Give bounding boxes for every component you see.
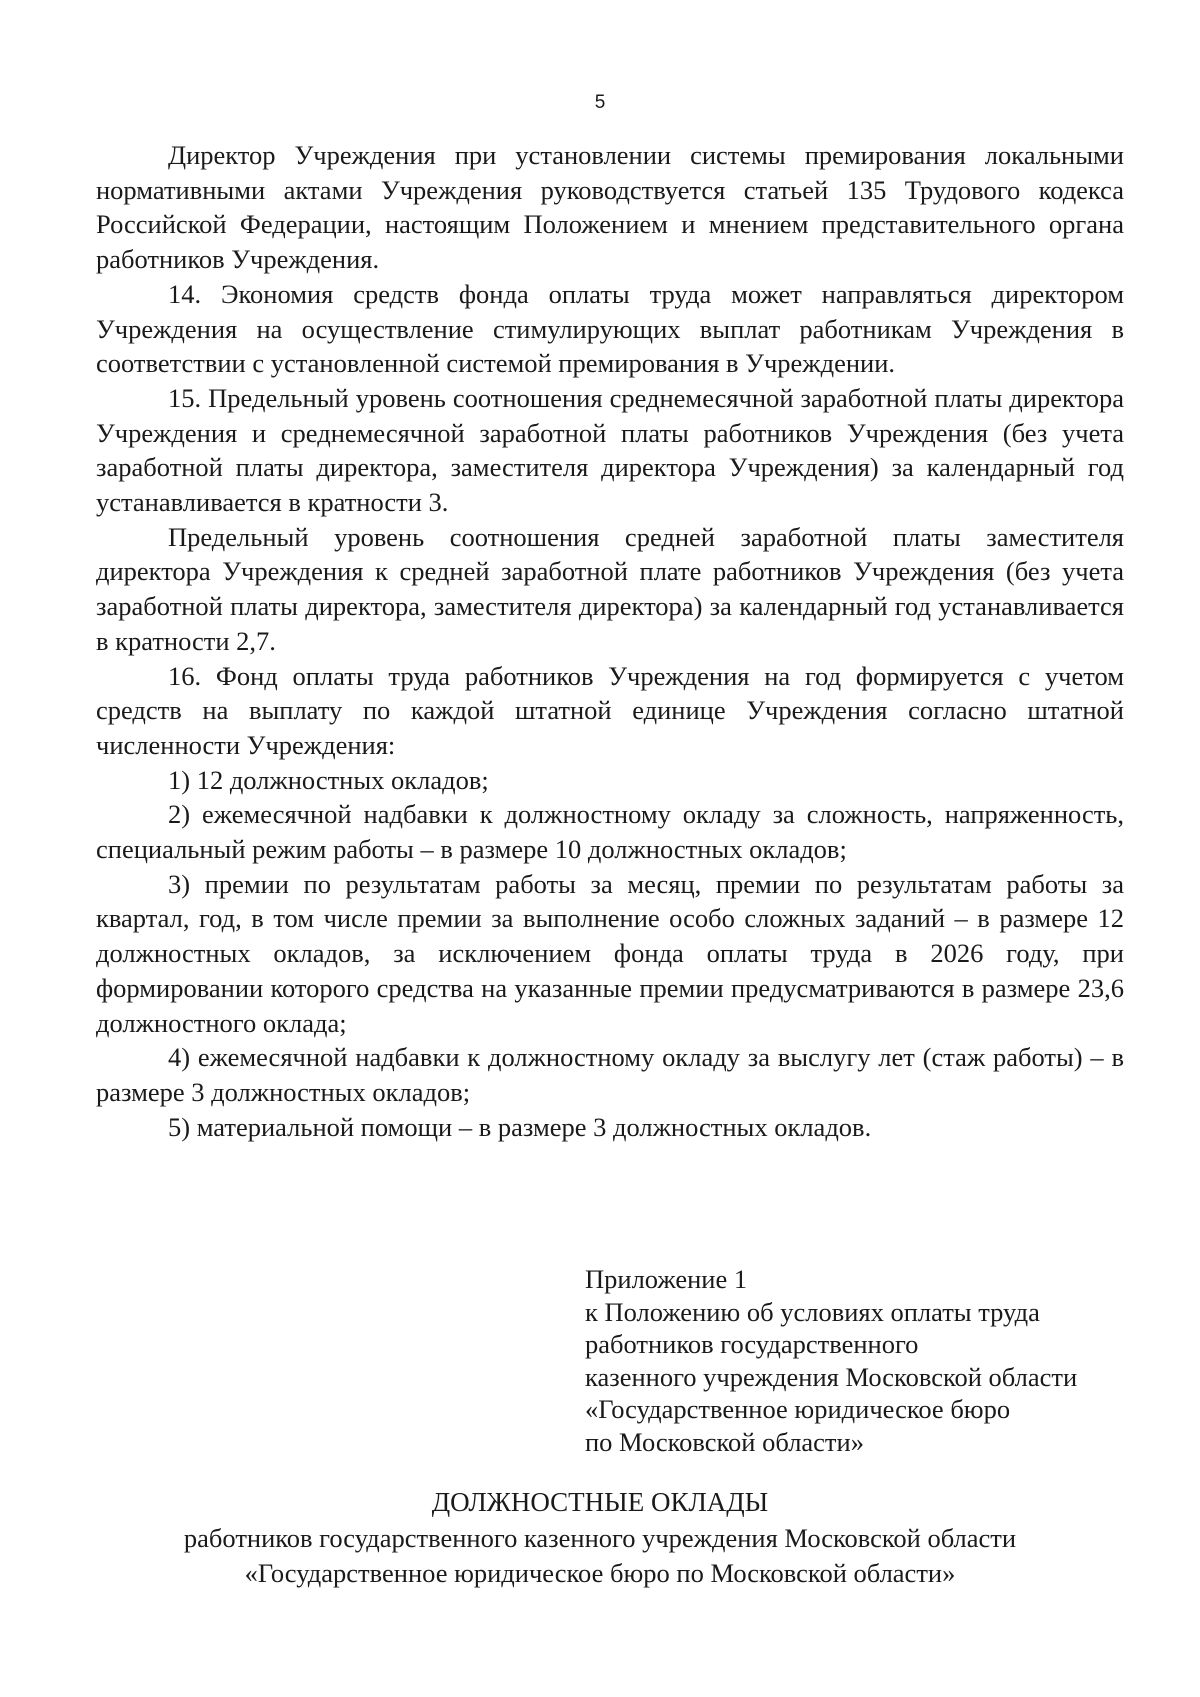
list-item-3: 3) премии по результатам работы за месяц, премии по результатам работы за квартал, год, в том числе премии за выполнение особо сложных заданий – в размере 12 должностных окладов, за исключением фонда оплаты труда в 2026 году, при формировании которого средства на указанные премии предусматриваются в размере 23,6 должностного оклада; bbox=[96, 868, 1124, 1038]
section-subtitle: «Государственное юридическое бюро по Московской области» bbox=[244, 1558, 956, 1588]
page-number: 5 bbox=[594, 92, 606, 113]
appendix-line: к Положению об условиях оплаты труда bbox=[585, 1296, 1040, 1327]
section-title: ДОЛЖНОСТНЫЕ ОКЛАДЫ bbox=[431, 1487, 769, 1517]
list-item-2: 2) ежемесячной надбавки к должностному окладу за сложность, напряженность, специальный режим работы – в размере 10 должностных окладов; bbox=[96, 799, 1124, 865]
appendix-note bbox=[585, 1263, 1145, 1458]
appendix-line: «Государственное юридическое бюро bbox=[585, 1394, 1011, 1424]
list-item-1: 1) 12 должностных окладов; bbox=[168, 764, 489, 795]
paragraph-15: 15. Предельный уровень соотношения среднемесячной заработной платы директора Учреждения и среднемесячной заработной платы работников Учреждения (без учета заработной платы директора, заместителя директора Учреждения) за календарный год устанавливается в кратности 3. bbox=[96, 382, 1124, 518]
body-text bbox=[96, 138, 1124, 1144]
paragraph: Предельный уровень соотношения средней заработной платы заместителя директора Учреждения к средней заработной плате работников Учреждения (без учета заработной платы директора, заместителя директора) за календарный год устанавливается в кратности 2,7. bbox=[96, 521, 1124, 656]
paragraph-14: 14. Экономия средств фонда оплаты труда может направляться директором Учреждения на осуществление стимулирующих выплат работникам Учреждения в соответствии с установленной системой премирования в Учреждении. bbox=[96, 278, 1124, 379]
appendix-line: казенного учреждения Московской области bbox=[585, 1361, 1078, 1392]
appendix-line: Приложение 1 bbox=[585, 1264, 748, 1294]
paragraph: Директор Учреждения при установлении системы премирования локальными нормативными актами Учреждения руководствуется статьей 135 Трудового кодекса Российской Федерации, настоящим Положением и мнением представительного органа работников Учреждения. bbox=[96, 140, 1124, 275]
paragraph-16: 16. Фонд оплаты труда работников Учреждения на год формируется с учетом средств на выплату по каждой штатной единице Учреждения согласно штатной численности Учреждения: bbox=[96, 660, 1124, 760]
appendix-line: работников государственного bbox=[585, 1329, 919, 1359]
list-item-4: 4) ежемесячной надбавки к должностному окладу за выслугу лет (стаж работы) – в размере 3 должностных окладов; bbox=[96, 1042, 1124, 1107]
section-subtitle: работников государственного казенного учреждения Московской области bbox=[183, 1523, 1017, 1553]
list-item-5: 5) материальной помощи – в размере 3 должностных окладов. bbox=[168, 1111, 872, 1142]
appendix-line: по Московской области» bbox=[585, 1426, 864, 1457]
